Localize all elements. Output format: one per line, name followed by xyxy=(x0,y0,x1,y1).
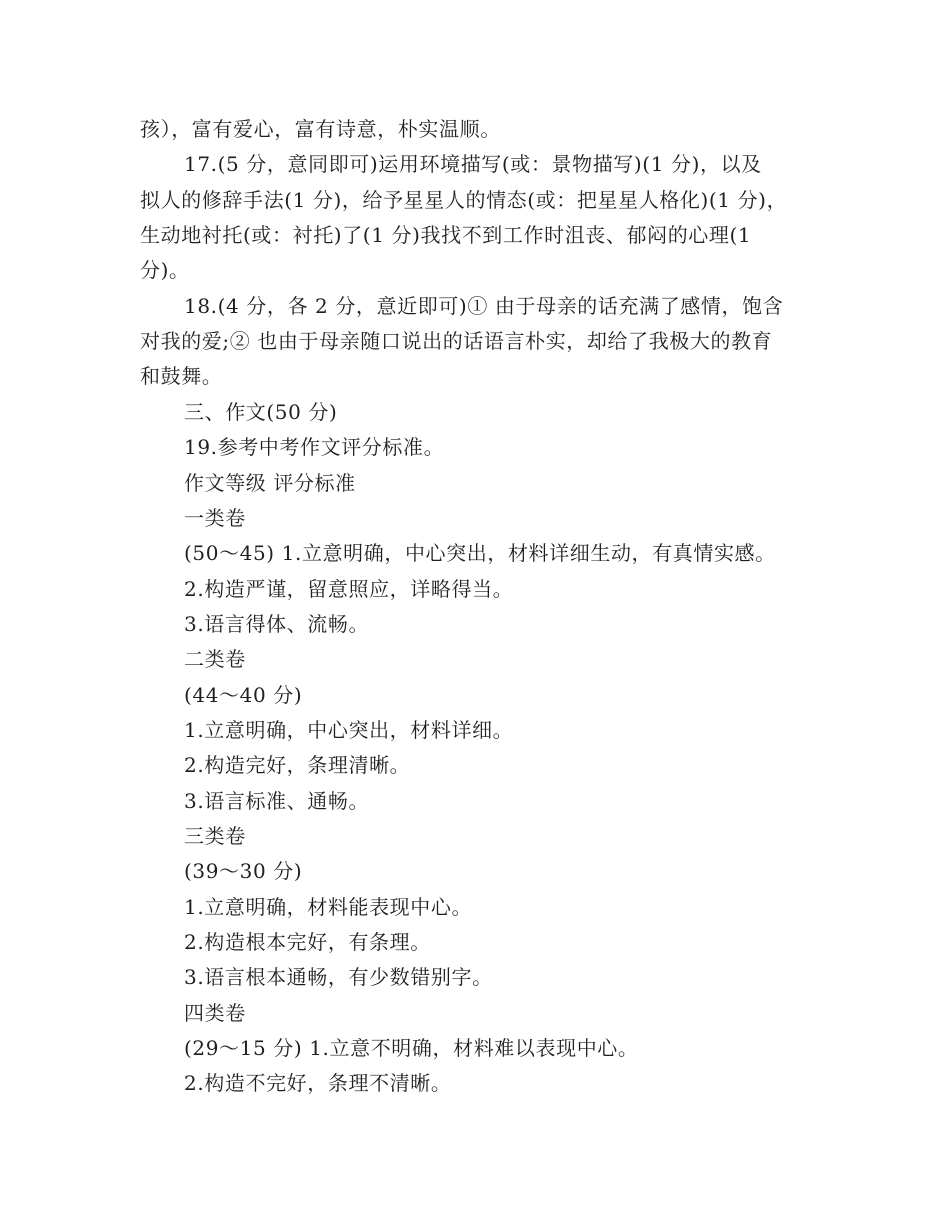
criteria-line: 3.语言得体、流畅。 xyxy=(184,612,370,636)
answer-18-line-2: 对我的爱;② 也由于母亲随口说出的话语言朴实，却给了我极大的教育 xyxy=(140,329,773,353)
score-range: (39～30 分) xyxy=(184,859,303,883)
answer-17-line-3: 生动地衬托(或：衬托)了(1 分)我找不到工作时沮丧、郁闷的心理(1 xyxy=(140,223,752,247)
grade-heading: 三类卷 xyxy=(184,824,246,848)
criteria-line: (50～45) 1.立意明确，中心突出，材料详细生动，有真情实感。 xyxy=(184,541,776,565)
answer-18-line-1: 18.(4 分，各 2 分，意近即可)① 由于母亲的话充满了感情，饱含 xyxy=(184,294,784,318)
criteria-line: 2.构造完好，条理清晰。 xyxy=(184,753,411,777)
criteria-line: 2.构造根本完好，有条理。 xyxy=(184,930,431,954)
criteria-line: 1.立意明确，中心突出，材料详细。 xyxy=(184,718,514,742)
table-header: 作文等级 评分标准 xyxy=(184,471,356,495)
text-line: 孩），富有爱心，富有诗意，朴实温顺。 xyxy=(140,117,501,141)
answer-17-line-1: 17.(5 分，意同即可)运用环境描写(或：景物描写)(1 分)，以及 xyxy=(184,152,762,176)
grade-heading: 四类卷 xyxy=(184,1001,246,1025)
answer-17-line-2: 拟人的修辞手法(1 分)，给予星星人的情态(或：把星星人格化)(1 分)， xyxy=(140,188,788,212)
criteria-line: (29～15 分) 1.立意不明确，材料难以表现中心。 xyxy=(184,1036,639,1060)
criteria-line: 2.构造不完好，条理不清晰。 xyxy=(184,1071,452,1095)
answer-17-line-4: 分)。 xyxy=(140,258,190,282)
score-range: (44～40 分) xyxy=(184,683,303,707)
criteria-line: 2.构造严谨，留意照应，详略得当。 xyxy=(184,577,514,601)
criteria-line: 3.语言标准、通畅。 xyxy=(184,789,370,813)
grade-heading: 二类卷 xyxy=(184,647,246,671)
question-19: 19.参考中考作文评分标准。 xyxy=(184,435,445,459)
criteria-line: 3.语言根本通畅，有少数错别字。 xyxy=(184,965,493,989)
answer-18-line-3: 和鼓舞。 xyxy=(140,364,223,388)
criteria-line: 1.立意明确，材料能表现中心。 xyxy=(184,895,473,919)
grade-heading: 一类卷 xyxy=(184,506,246,530)
section-heading: 三、作文(50 分) xyxy=(184,400,338,424)
